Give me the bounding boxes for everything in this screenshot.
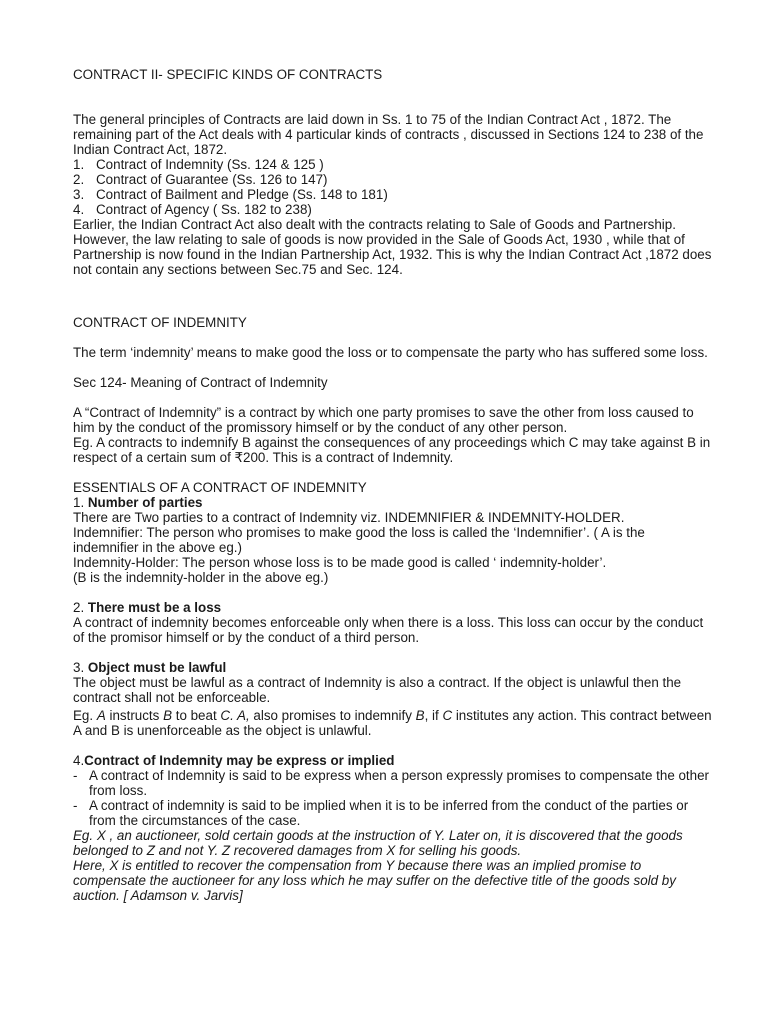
earlier-paragraph: Earlier, the Indian Contract Act also dealt with the contracts relating to Sale of Goods and Partnership. However, the law relating to sale of goods is now provided in the Sale of Goods Act, 1930 , while that of Partnership is now found in the Indian Partnership Act, 1932. This is why the Indian Contract Act ,1872 does not contain any sections between Sec.75 and Sec. 124. xyxy=(73,217,712,277)
essentials-heading: ESSENTIALS OF A CONTRACT OF INDEMNITY xyxy=(73,480,367,495)
essential-title: 1. Number of parties xyxy=(73,495,203,510)
essential-text: Indemnifier: The person who promises to make good the loss is called the ‘Indemnifier’. ( A is the indemnifier in the above eg.) xyxy=(73,525,645,555)
intro-paragraph: The general principles of Contracts are laid down in Ss. 1 to 75 of the Indian Contract Act , 1872. The remaining part of the Act deals with 4 particular kinds of contracts , discussed in Sections 124 to 238 of the Indian Contract Act, 1872. xyxy=(73,112,704,157)
essential-number-of-parties xyxy=(73,495,713,585)
list-item: - A contract of Indemnity is said to be express when a person expressly promises to compensate the other from loss. xyxy=(73,768,710,798)
essential-express-implied xyxy=(73,753,713,903)
indemnity-heading: CONTRACT OF INDEMNITY xyxy=(73,315,247,330)
essential-example: Eg. A instructs B to beat C. A, also promises to indemnify B, if C institutes any action. This contract between A and B is unenforceable as the object is unlawful. xyxy=(73,708,712,738)
sec124-heading: Sec 124- Meaning of Contract of Indemnity xyxy=(73,375,328,390)
document-body xyxy=(73,67,713,903)
express-implied-list xyxy=(73,768,713,828)
auctioneer-explanation: Here, X is entitled to recover the compensation from Y because there was an implied promise to compensate the auctioneer for any loss which he may suffer on the defective title of the goods sold by auction. [ Adamson v. Jarvis] xyxy=(73,858,676,903)
essential-text: The object must be lawful as a contract of Indemnity is also a contract. If the object is unlawful then the contract shall not be enforceable. xyxy=(73,675,682,705)
sec124-example: Eg. A contracts to indemnify B against the consequences of any proceedings which C may take against B in respect of a certain sum of ₹200. This is a contract of Indemnity. xyxy=(73,435,711,465)
indemnity-meaning-paragraph: The term ‘indemnity’ means to make good the loss or to compensate the party who has suffered some loss. xyxy=(73,345,708,360)
list-item: - A contract of indemnity is said to be implied when it is to be inferred from the conduct of the parties or from the circumstances of the case. xyxy=(73,798,689,828)
list-item: 2. Contract of Guarantee (Ss. 126 to 147) xyxy=(73,172,328,187)
contract-kinds-list xyxy=(73,157,713,217)
essential-lawful-object xyxy=(73,660,713,738)
sec124-definition: A “Contract of Indemnity” is a contract by which one party promises to save the other from loss caused to him by the conduct of the promissory himself or by the conduct of any other person. xyxy=(73,405,694,435)
essential-loss xyxy=(73,600,713,645)
list-item: 3. Contract of Bailment and Pledge (Ss. 148 to 181) xyxy=(73,187,388,202)
essential-text: (B is the indemnity-holder in the above eg.) xyxy=(73,570,329,585)
list-item: 1. Contract of Indemnity (Ss. 124 & 125 ) xyxy=(73,157,324,172)
essential-text: There are Two parties to a contract of Indemnity viz. INDEMNIFIER & INDEMNITY-HOLDER. xyxy=(73,510,625,525)
list-item: 4. Contract of Agency ( Ss. 182 to 238) xyxy=(73,202,312,217)
essential-text: Indemnity-Holder: The person whose loss is to be made good is called ‘ indemnity-holder’. xyxy=(73,555,607,570)
essential-text: A contract of indemnity becomes enforceable only when there is a loss. This loss can occur by the conduct of the promisor himself or by the conduct of a third person. xyxy=(73,615,704,645)
essential-title: 3. Object must be lawful xyxy=(73,660,227,675)
auctioneer-example: Eg. X , an auctioneer, sold certain goods at the instruction of Y. Later on, it is discovered that the goods belonged to Z and not Y. Z recovered damages from X for selling his goods. xyxy=(73,828,683,858)
essential-title: 2. There must be a loss xyxy=(73,600,222,615)
document-title: CONTRACT II- SPECIFIC KINDS OF CONTRACTS xyxy=(73,67,383,82)
essential-title: 4.Contract of Indemnity may be express or implied xyxy=(73,753,395,768)
